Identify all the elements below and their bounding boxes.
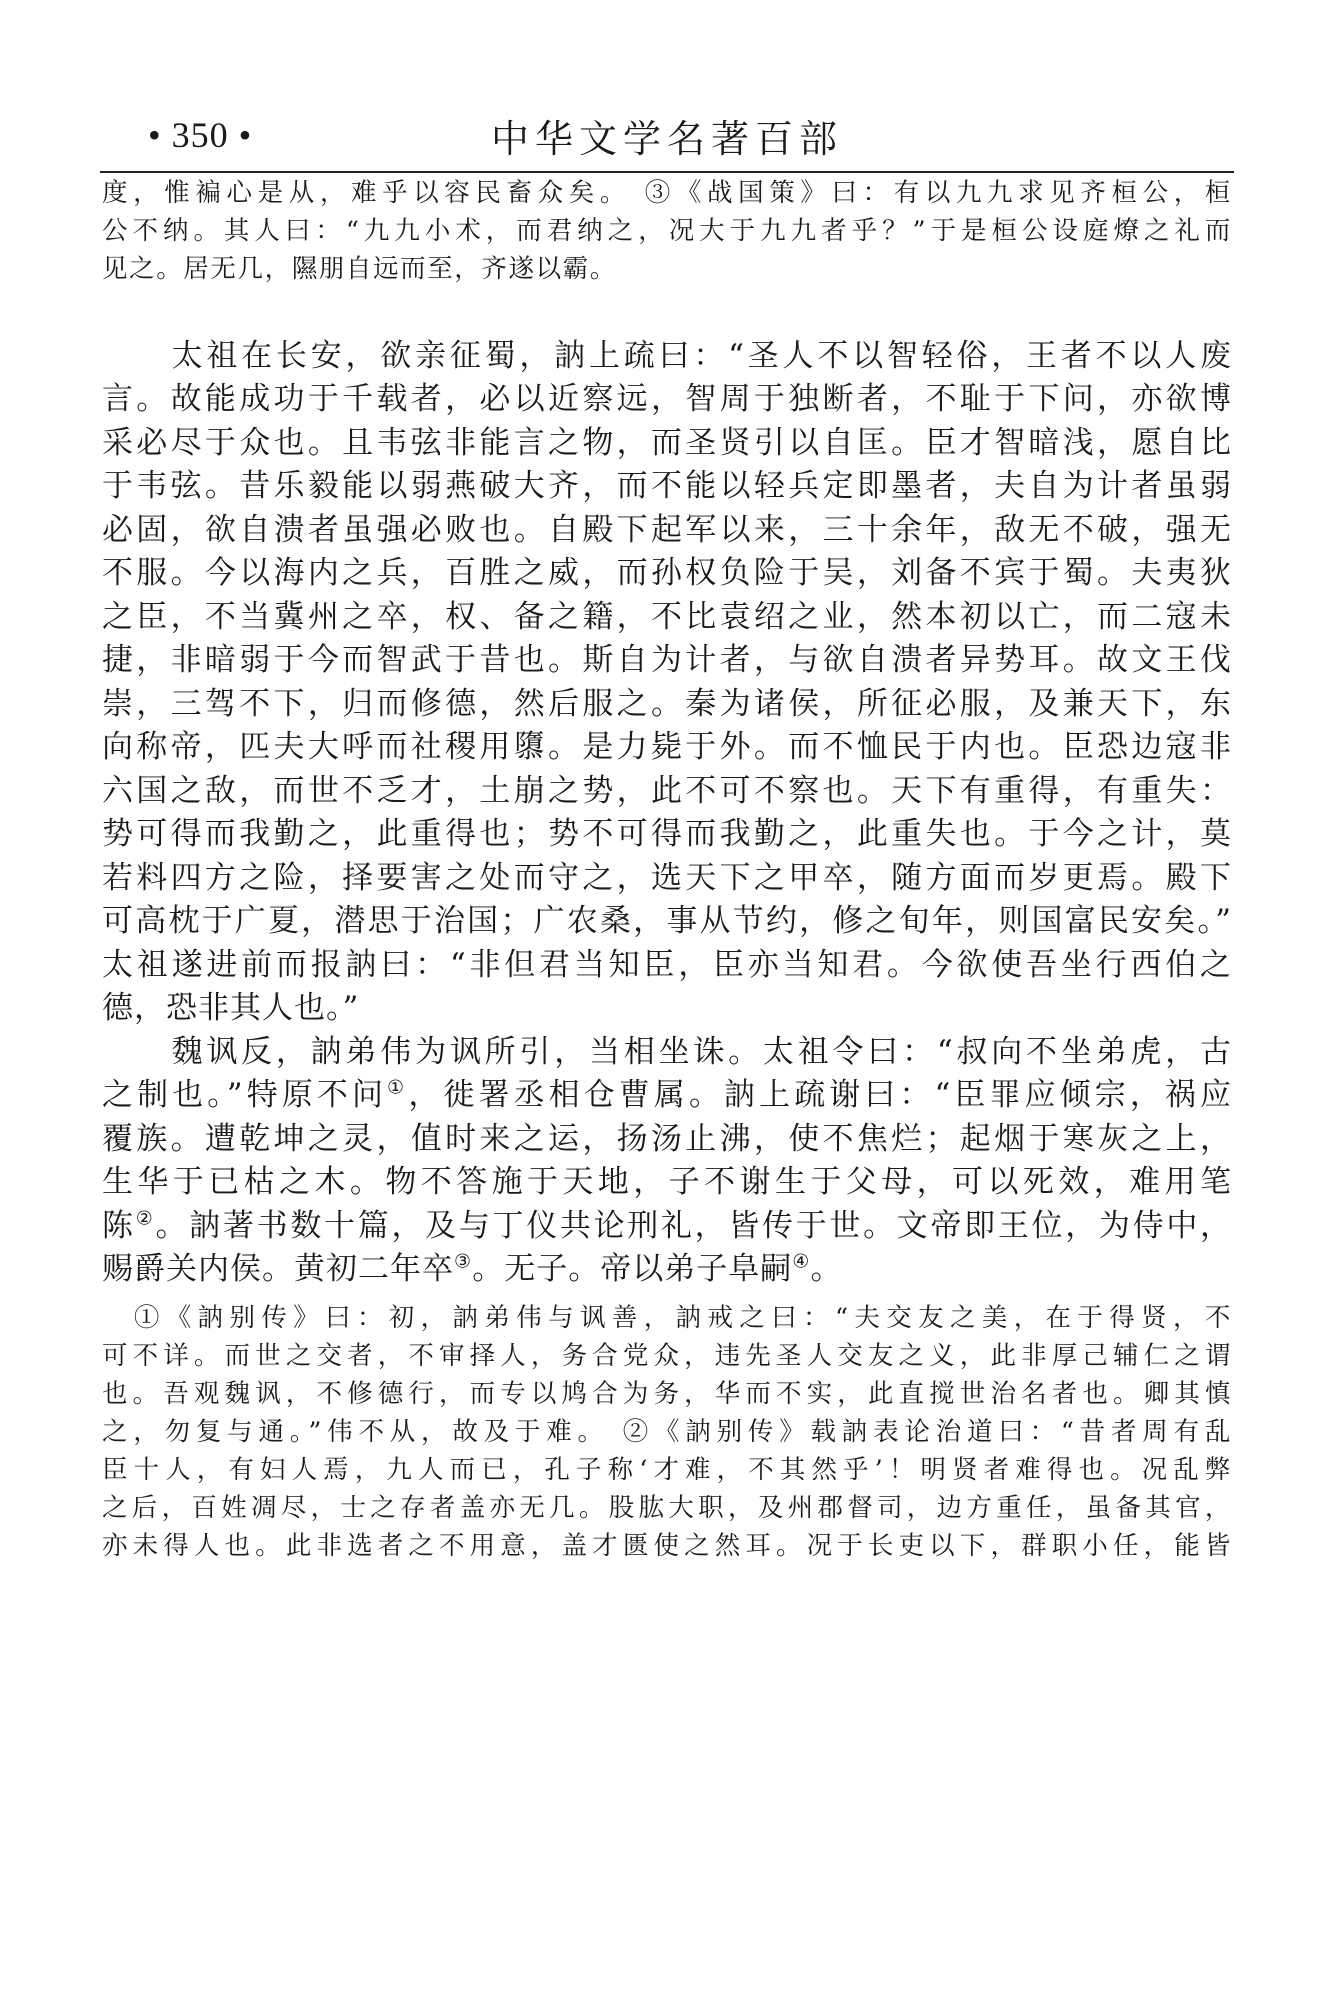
book-title: 中华文学名著百部 [490, 117, 843, 161]
body-line: 陈②。訥著书数十篇，及与丁仪共论刑礼，皆传于世。文帝即王位，为侍中， [102, 1206, 1232, 1244]
note-marker: ② [135, 1206, 156, 1230]
body-line: 若料四方之险，择要害之处而守之，选天下之甲卒，随方面而岁更焉。殿下 [102, 860, 1232, 896]
note-marker: ① [387, 1075, 409, 1099]
note-marker: ③ [454, 1249, 473, 1273]
body-line: 捷，非暗弱于今而智武于昔也。斯自为计者，与欲自溃者异势耳。故文王伐 [102, 642, 1232, 678]
bottom-note-line: 亦未得人也。此非选者之不用意，盖才匮使之然耳。况于长吏以下，群职小任，能皆 [102, 1531, 1232, 1561]
top-note-line: 公不纳。其人曰：“九九小术，而君纳之，况大于九九者乎？”于是桓公设庭燎之礼而 [102, 216, 1232, 246]
body-line: 必固，欲自溃者虽强必败也。自殿下起军以来，三十余年，敌无不破，强无 [102, 512, 1232, 548]
body-line: 采必尽于众也。且韦弦非能言之物，而圣贤引以自匡。臣才智暗浅，愿自比 [102, 425, 1232, 461]
body-line: 覆族。遭乾坤之灵，值时来之运，扬汤止沸，使不焦烂；起烟于寒灰之上， [102, 1121, 1232, 1157]
body-line: 言。故能成功于千载者，必以近察远，智周于独断者，不耻于下问，亦欲博 [102, 381, 1232, 417]
body-line: 赐爵关内侯。黄初二年卒③。无子。帝以弟子阜嗣④。 [102, 1249, 843, 1287]
page-number: • 350 • [148, 115, 253, 155]
bottom-note-line: 臣十人，有妇人焉，九人而已，孔子称‘才难，不其然乎’！明贤者难得也。况乱弊 [102, 1455, 1232, 1485]
bottom-note-line: 也。吾观魏讽，不修德行，而专以鸠合为务，华而不实，此直搅世治名者也。卿其慎 [102, 1379, 1232, 1409]
body-line: 于韦弦。昔乐毅能以弱燕破大齐，而不能以轻兵定即墨者，夫自为计者虽弱 [102, 468, 1232, 504]
body-line: 太祖遂进前而报訥曰：“非但君当知臣，臣亦当知君。今欲使吾坐行西伯之 [102, 947, 1232, 983]
body-line: 势可得而我勤之，此重得也；势不可得而我勤之，此重失也。于今之计，莫 [102, 816, 1232, 852]
bottom-note-line: 之，勿复与通。”伟不从，故及于难。 ②《訥别传》载訥表论治道曰：“昔者周有乱 [102, 1417, 1232, 1447]
page-header [100, 108, 1234, 172]
body-line: 生华于已枯之木。物不答施于天地，子不谢生于父母，可以死效，难用笔 [102, 1164, 1232, 1200]
body-line: 不服。今以海内之兵，百胜之威，而孙权负险于吴，刘备不宾于蜀。夫夷狄 [102, 555, 1232, 591]
note-marker: ④ [792, 1249, 811, 1273]
body-line: 魏讽反，訥弟伟为讽所引，当相坐诛。太祖令曰：“叔向不坐弟虎，古 [102, 1034, 1232, 1070]
bottom-note-line: 可不详。而世之交者，不审择人，务合党众，违先圣人交友之义，此非厚己辅仁之谓 [102, 1341, 1232, 1371]
body-line: 之臣，不当冀州之卒，权、备之籍，不比袁绍之业，然本初以亡，而二寇未 [102, 599, 1232, 635]
top-note-line: 见之。居无几，隰朋自远而至，齐遂以霸。 [102, 254, 617, 284]
body-line: 向称帝，匹夫大呼而社稷用隳。是力毙于外。而不恤民于内也。臣恐边寇非 [102, 729, 1232, 765]
bottom-note-line: ①《訥别传》曰：初，訥弟伟与讽善，訥戒之曰：“夫交友之美，在于得贤，不 [102, 1303, 1232, 1333]
bottom-note-line: 之后，百姓凋尽，士之存者盖亦无几。股肱大职，及州郡督司，边方重任，虽备其官， [102, 1493, 1232, 1523]
body-line: 可高枕于广夏，潜思于治国；广农桑，事从节约，修之旬年，则国富民安矣。” [102, 903, 1232, 939]
body-line: 德，恐非其人也。” [102, 990, 360, 1026]
body-line: 太祖在长安，欲亲征蜀，訥上疏曰：“圣人不以智轻俗，王者不以人废 [102, 338, 1232, 374]
body-line: 之制也。”特原不问①，徙署丞相仓曹属。訥上疏谢曰：“臣罪应倾宗，祸应 [102, 1075, 1232, 1113]
body-line: 六国之敌，而世不乏才，土崩之势，此不可不察也。天下有重得，有重失： [102, 773, 1232, 809]
body-line: 崇，三驾不下，归而修德，然后服之。秦为诸侯，所征必服，及兼天下，东 [102, 686, 1232, 722]
top-note-line: 度，惟褊心是从，难乎以容民畜众矣。 ③《战国策》曰：有以九九求见齐桓公，桓 [102, 178, 1232, 208]
